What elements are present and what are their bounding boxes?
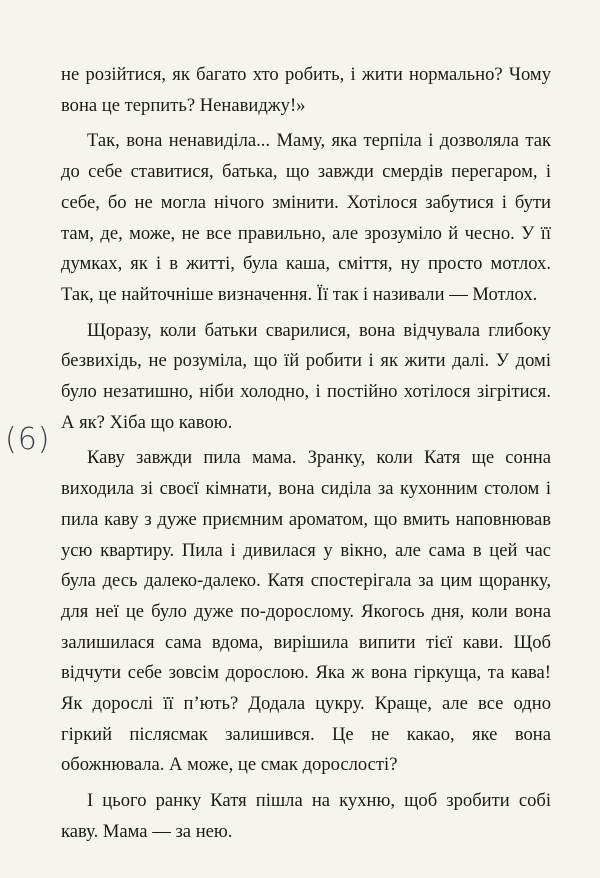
handwritten-margin-note: (6) (5, 422, 51, 457)
paragraph-2: Так, вона ненавиділа... Маму, яка терпіла і дозволяла так до себе ставитися, батька, що завжди смердів перегаром, і себе, бо не могла нічого змінити. Хотілося забутися і бути там, де, може, не все правильно, але зрозуміло й чесно. У її думках, як і в житті, була каша, сміття, ну просто мотлох. Так, це найточніше визначення. Її так і називали — Мотлох. (61, 130, 551, 305)
paragraph-3: Щоразу, коли батьки сварилися, вона відчувала глибоку безвихідь, не розуміла, що їй робити і як жити далі. У домі було незатишно, ніби холодно, і постійно хотілося зігрітися. А як? Хіба що кавою. (61, 319, 551, 433)
paragraph-5: І цього ранку Катя пішла на кухню, щоб зробити собі каву. Мама — за нею. (61, 790, 551, 842)
page-text (61, 60, 551, 848)
paragraph-1: не розійтися, як багато хто робить, і жити нормально? Чому вона це терпить? Ненавиджу!» (61, 64, 551, 116)
paragraph-4: Каву завжди пила мама. Зранку, коли Катя ще сонна виходила зі своєї кімнати, вона сиділа за кухонним столом і пила каву з дуже приємним ароматом, що вмить наповнював усю квартиру. Пила і дивилася у вікно, але сама в цей час була десь далеко-далеко. Катя спостерігала за цим щоранку, для неї це було дуже по-дорослому. Якогось дня, коли вона залишилася сама вдома, вирішила випити тієї кави. Щоб відчути себе зовсім дорослою. Яка ж вона гіркуща, та кава! Як дорослі її п’ють? Додала цукру. Краще, але все одно гіркий післясмак залишився. Це не какао, яке вона обожнювала. А може, це смак дорослості? (61, 447, 551, 776)
